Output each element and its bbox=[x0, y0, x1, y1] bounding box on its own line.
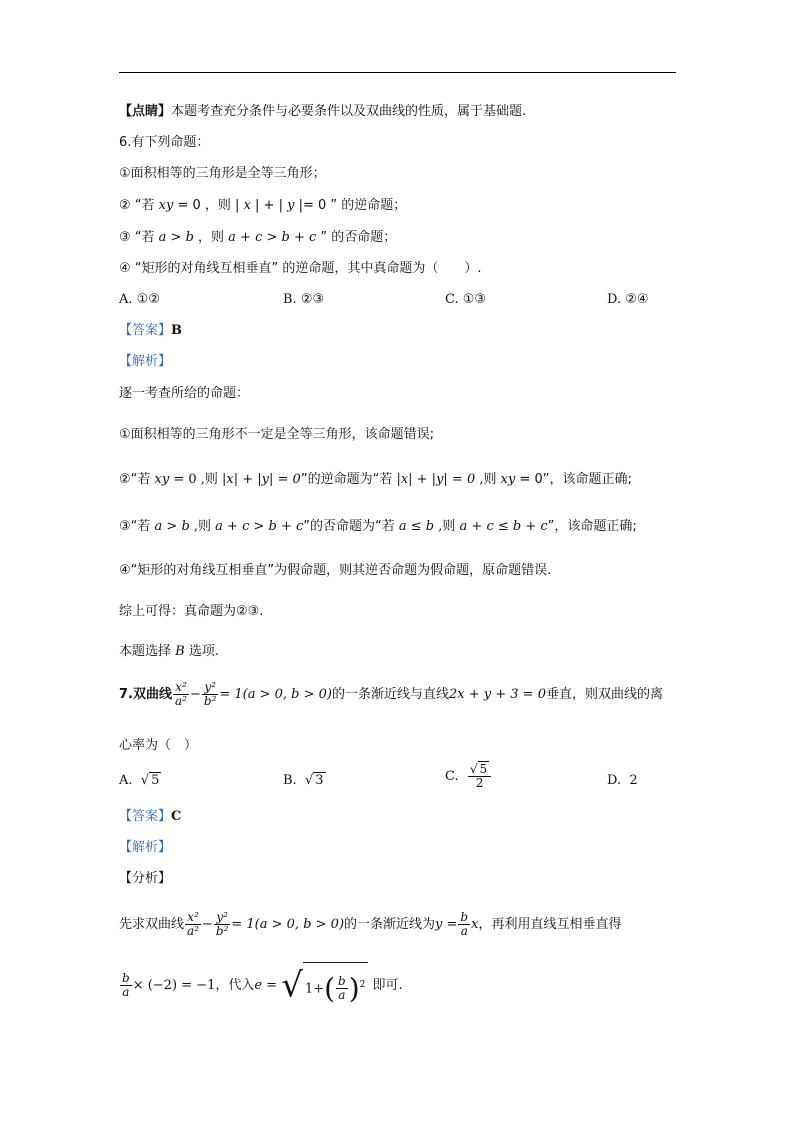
sqrt-expression: √ 1+( $\frac{b}{a}$ )$^2$ bbox=[281, 962, 368, 1009]
q6-item-2: ② “若 xy = 0 ，则 | x | + | y |= 0 ” 的逆命题； bbox=[119, 198, 407, 213]
q6-item-1: ①面积相等的三角形是全等三角形； bbox=[119, 166, 326, 181]
q6-analysis-4: ③“若 a > b ,则 a + c > b + c”的否命题为“若 a ≤ b ,则 a + c ≤ b + c”，该命题正确; bbox=[119, 519, 637, 534]
q6-analysis-1: 逐一考查所给的命题： bbox=[119, 386, 250, 401]
q6-analysis-5: ④“矩形的对角线互相垂直”为假命题，则其逆否命题为假命题，原命题错误. bbox=[119, 563, 552, 578]
header-rule bbox=[119, 72, 676, 73]
q6-analysis-3: ②“若 xy = 0 ,则 |x| + |y| = 0”的逆命题为“若 |x| + |y| = 0 ,则 xy = 0”，该命题正确; bbox=[119, 472, 632, 487]
q6-analysis-tag: 【解析】 bbox=[119, 354, 172, 369]
answer-tag: 【答案】 bbox=[119, 809, 172, 824]
q7-option-d: D. 2 bbox=[607, 773, 638, 788]
q7-fenxi-1: 先求双曲线 $\frac{\text{x²}}{\text{a²}}$ − $\frac{\text{y²}}{\text{b²}}$ = 1(a > 0, b > 0)的一条渐近线为y = $\frac{b}{a}$ x，再利用直线互相垂直得 bbox=[119, 910, 622, 938]
fraction-y2-b2: $\frac{\text{y²}}{\text{b²}}$ bbox=[203, 680, 217, 708]
q7-option-a: A. √ 5 bbox=[119, 773, 160, 788]
answer-tag: 【答案】 bbox=[119, 323, 172, 338]
q6-analysis-2: ①面积相等的三角形不一定是全等三角形，该命题错误; bbox=[119, 427, 435, 442]
q6-item-4: ④ “矩形的对角线互相垂直” 的逆命题，其中真命题为（ ）. bbox=[119, 261, 482, 276]
q7-option-b: B. √ 3 bbox=[283, 773, 324, 788]
q6-option-d: D. ②④ bbox=[607, 292, 649, 307]
fraction-x2-a2: $\frac{\text{x²}}{\text{a²}}$ bbox=[174, 680, 187, 708]
q7-fenxi-tag: 【分析】 bbox=[119, 871, 172, 886]
q7-option-c: C. $\frac{√ 5}{2}$ bbox=[445, 763, 492, 790]
answer-value: B bbox=[171, 323, 183, 338]
dianjing-tag: 【点睛】 bbox=[119, 104, 172, 119]
q6-option-c: C. ①③ bbox=[445, 292, 487, 307]
q6-option-a: A. ①② bbox=[119, 292, 160, 307]
q6-stem: 6.有下列命题： bbox=[119, 135, 210, 150]
answer-value: C bbox=[171, 809, 182, 824]
q6-item-3: ③ “若 a > b ，则 a + c > b + c ” 的否命题； bbox=[119, 230, 397, 245]
q6-analysis-6: 综上可得：真命题为②③. bbox=[119, 604, 264, 619]
q7-stem: 7.双曲线 $\frac{\text{x²}}{\text{a²}}$ − $\frac{\text{y²}}{\text{b²}}$ = 1(a > 0, b > 0)的一条渐近线与直线2x + y + 3 = 0垂直，则双曲线的离 bbox=[119, 680, 663, 708]
q6-option-b: B. ②③ bbox=[283, 292, 325, 307]
q7-analysis-tag: 【解析】 bbox=[119, 840, 172, 855]
q7-stem-line-2: 心率为（ ） bbox=[119, 738, 198, 753]
q6-analysis-7: 本题选择 B 选项. bbox=[119, 644, 219, 659]
q7-answer bbox=[119, 807, 181, 827]
q6-answer bbox=[119, 321, 182, 341]
q7-fenxi-2: $\frac{b}{a}$ × (−2) = −1，代入e = √ 1+( $\frac{b}{a}$ )$^2$ 即可. bbox=[119, 962, 403, 1009]
dianjing-line bbox=[119, 102, 526, 122]
dianjing-text: 本题考查充分条件与必要条件以及双曲线的性质，属于基础题. bbox=[171, 104, 527, 119]
